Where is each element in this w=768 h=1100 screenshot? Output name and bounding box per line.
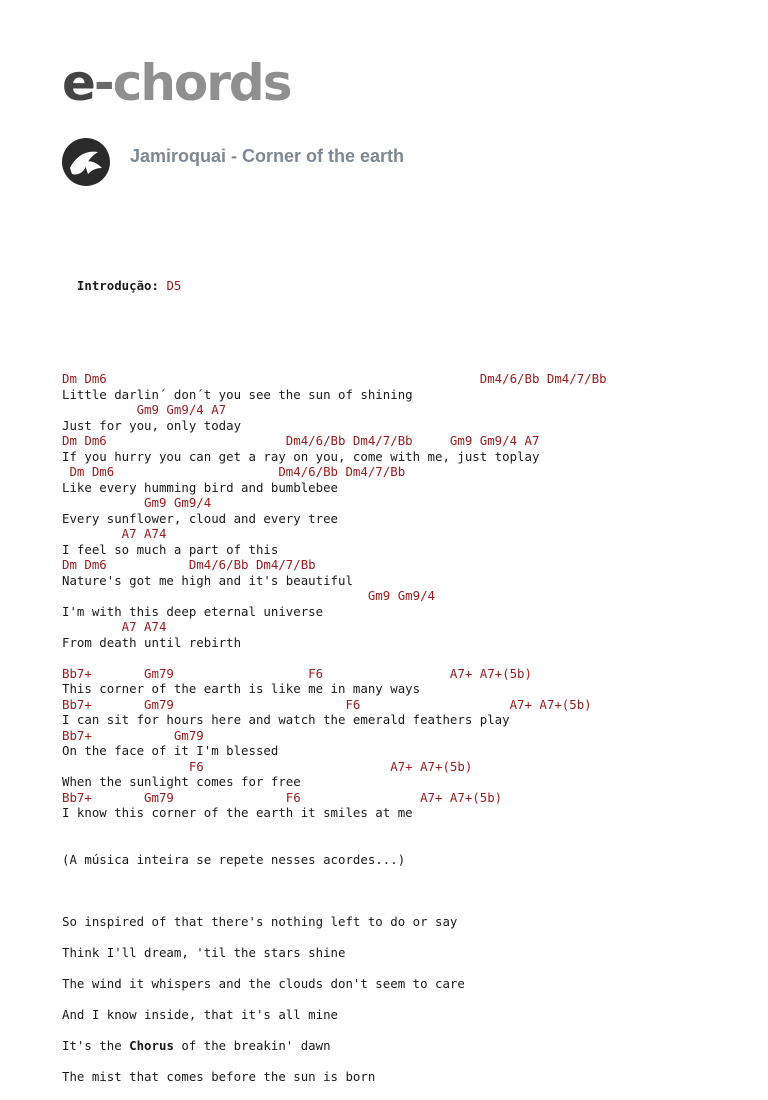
chord-line[interactable]: Bb7+ Gm79 F6 A7+ A7+(5b) — [62, 696, 592, 712]
blank-line — [62, 1053, 607, 1069]
lyric-line: Little darlin´ don´t you see the sun of shining — [62, 386, 413, 402]
lyric-line: Just for you, only today — [62, 417, 242, 433]
lyric-line: If you hurry you can get a ray on you, come with me, just toplay — [62, 448, 540, 464]
lyric-line: So inspired of that there's nothing left to do or say — [62, 913, 458, 929]
intro-line — [62, 278, 607, 294]
chord-line[interactable]: Gm9 Gm9/4 — [62, 588, 435, 603]
blank-line — [62, 867, 607, 883]
chord-line[interactable]: Bb7+ Gm79 — [62, 727, 204, 743]
chord-line[interactable]: A7 A74 — [62, 526, 167, 541]
lyric-line: When the sunlight comes for free — [62, 774, 301, 789]
lyric-line — [62, 1038, 607, 1054]
logo-dash: - — [93, 54, 113, 112]
blank-line — [62, 960, 607, 976]
lyric-text: of the breakin' dawn — [173, 1037, 331, 1053]
lyric-line: I'm with this deep eternal universe — [62, 603, 324, 619]
chord-line[interactable]: Gm9 Gm9/4 — [62, 495, 212, 510]
lyric-line: Every sunflower, cloud and every tree — [62, 510, 339, 526]
chord-line[interactable]: Bb7+ Gm79 F6 A7+ A7+(5b) — [62, 789, 503, 805]
lyric-text: It's the — [62, 1037, 130, 1053]
song-title: Jamiroquai - Corner of the earth — [130, 145, 405, 166]
lyric-line: And I know inside, that it's all mine — [62, 1006, 339, 1022]
lyric-line: I feel so much a part of this — [62, 541, 279, 557]
chord-line[interactable]: Dm Dm6 Dm4/6/Bb Dm4/7/Bb — [62, 557, 316, 572]
echords-logo[interactable] — [62, 54, 291, 112]
blank-line — [62, 1022, 607, 1038]
lyric-line: I can sit for hours here and watch the emerald feathers play — [62, 712, 510, 727]
blank-line — [62, 650, 607, 666]
lyric-line: Nature's got me high and it's beautiful — [62, 572, 353, 588]
intro-chord[interactable]: D5 — [166, 278, 182, 293]
intro-label: Introdução: — [76, 278, 159, 293]
artist-avatar-icon[interactable] — [62, 138, 110, 186]
blank-line — [62, 898, 607, 914]
lyric-line: (A música inteira se repete nesses acordes...) — [62, 851, 406, 867]
chord-sheet — [62, 247, 607, 1100]
lyric-line: This corner of the earth is like me in many ways — [62, 681, 421, 696]
chord-line[interactable]: Dm Dm6 Dm4/6/Bb Dm4/7/Bb Gm9 Gm9/4 A7 — [62, 433, 540, 448]
chord-line[interactable]: Dm Dm6 Dm4/6/Bb Dm4/7/Bb — [62, 464, 406, 479]
blank-line — [62, 821, 607, 837]
chorus-label: Chorus — [129, 1037, 174, 1053]
chord-line[interactable]: A7 A74 — [62, 619, 167, 634]
blank-line — [62, 883, 607, 899]
lyric-line: On the face of it I'm blessed — [62, 743, 279, 758]
lyric-line: Like every humming bird and bumblebee — [62, 479, 339, 495]
song-header — [62, 137, 404, 187]
lyric-line: I know this corner of the earth it smiles at me — [62, 805, 413, 820]
blank-line — [62, 325, 607, 341]
blank-line — [62, 836, 607, 852]
chord-line[interactable]: F6 A7+ A7+(5b) — [62, 758, 473, 774]
lyric-line: Think I'll dream, 'til the stars shine — [62, 944, 346, 960]
lyric-line: The wind it whispers and the clouds don't seem to care — [62, 975, 465, 991]
logo-chords: chords — [112, 54, 291, 112]
blank-line — [62, 929, 607, 945]
logo-e: e — [62, 54, 94, 112]
sheet-lines — [62, 371, 607, 1084]
chord-line[interactable]: Bb7+ Gm79 F6 A7+ A7+(5b) — [62, 665, 532, 681]
chord-line[interactable]: Gm9 Gm9/4 A7 — [62, 402, 227, 417]
blank-line — [62, 991, 607, 1007]
lyric-line: From death until rebirth — [62, 634, 242, 650]
lyric-line: The mist that comes before the sun is born — [62, 1068, 376, 1084]
chord-line[interactable]: Dm Dm6 Dm4/6/Bb Dm4/7/Bb — [62, 371, 607, 386]
